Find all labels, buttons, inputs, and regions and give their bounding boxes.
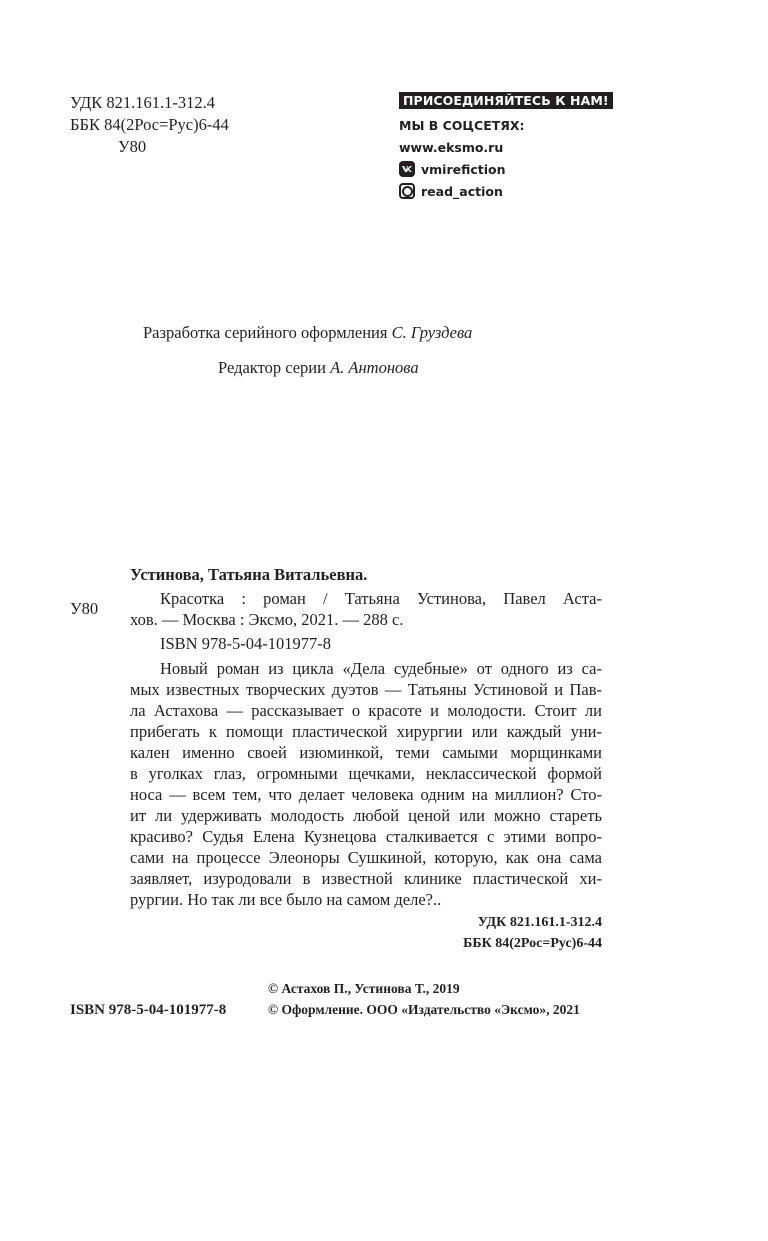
record-author-mark: У80 bbox=[70, 599, 99, 618]
editor-name: А. Антонова bbox=[330, 358, 419, 377]
bbk-code: ББК 84(2Рос=Рус)6-44 bbox=[70, 115, 229, 134]
abstract-line: заявляет, изуродовали в известной клинике пластической хи- bbox=[130, 869, 602, 888]
abstract-line: прибегать к помощи пластической хирургии или каждый уни- bbox=[130, 722, 602, 741]
abstract-line: красиво? Судья Елена Кузнецова сталкивается с этими вопро- bbox=[130, 827, 602, 846]
vk-handle: vmirefiction bbox=[421, 161, 506, 177]
vk-link[interactable] bbox=[399, 158, 613, 180]
abstract-line: в уголках глаз, огромными щечками, неклассической формой bbox=[130, 764, 602, 783]
instagram-link[interactable] bbox=[399, 180, 613, 202]
vk-icon bbox=[399, 161, 415, 177]
header-classification bbox=[70, 92, 229, 158]
title-line: Красотка : роман / Татьяна Устинова, Павел Аста- bbox=[160, 589, 602, 608]
abstract-line: кален именно своей изюминкой, теми самыми морщинками bbox=[130, 743, 602, 762]
abstract-line: сами на процессе Элеоноры Сушкиной, которую, как она сама bbox=[130, 848, 602, 867]
abstract-line: носа — всем тем, что делает человека одним на миллион? Сто- bbox=[130, 785, 602, 804]
copyright-block bbox=[268, 978, 580, 1020]
design-label: Разработка серийного оформления bbox=[143, 323, 388, 342]
abstract-line: ит ли удерживать молодость любой ценой или можно стареть bbox=[130, 806, 602, 825]
author-mark: У80 bbox=[118, 137, 147, 156]
title-line: хов. — Москва : Эксмо, 2021. — 288 с. bbox=[130, 610, 404, 629]
design-name: С. Груздева bbox=[391, 323, 473, 342]
instagram-handle: read_action bbox=[421, 183, 503, 199]
instagram-icon bbox=[399, 183, 415, 199]
editor-credit bbox=[218, 357, 419, 379]
record-udk: УДК 821.161.1-312.4 bbox=[477, 915, 602, 930]
record-bbk: ББК 84(2Рос=Рус)6-44 bbox=[463, 936, 602, 951]
record-isbn: ISBN 978-5-04-101977-8 bbox=[160, 634, 331, 653]
copyright-authors: © Астахов П., Устинова Т., 2019 bbox=[268, 981, 460, 996]
abstract-line: мых известных творческих дуэтов — Татьяны Устиновой и Пав- bbox=[130, 680, 602, 699]
footer-isbn: ISBN 978-5-04-101977-8 bbox=[70, 1002, 227, 1018]
record-author: Устинова, Татьяна Витальевна. bbox=[130, 565, 368, 584]
abstract-line: рургии. Но так ли все было на самом деле?.. bbox=[130, 890, 442, 909]
website-link[interactable]: www.eksmo.ru bbox=[399, 139, 504, 155]
join-banner: ПРИСОЕДИНЯЙТЕСЬ К НАМ! bbox=[399, 92, 613, 109]
abstract-line: Новый роман из цикла «Дела судебные» от одного из са- bbox=[160, 659, 602, 678]
editor-label: Редактор серии bbox=[218, 358, 326, 377]
udk-code: УДК 821.161.1-312.4 bbox=[70, 93, 216, 112]
social-block bbox=[399, 92, 613, 202]
record-title bbox=[130, 588, 602, 630]
abstract-line: ла Астахова — рассказывает о красоте и молодости. Стоит ли bbox=[130, 701, 602, 720]
social-subtitle: МЫ В СОЦСЕТЯХ: bbox=[399, 117, 525, 133]
record-classification bbox=[463, 912, 602, 954]
abstract bbox=[130, 658, 602, 910]
design-credit bbox=[143, 322, 472, 344]
copyright-design: © Оформление. ООО «Издательство «Эксмо», 2021 bbox=[268, 1002, 580, 1017]
